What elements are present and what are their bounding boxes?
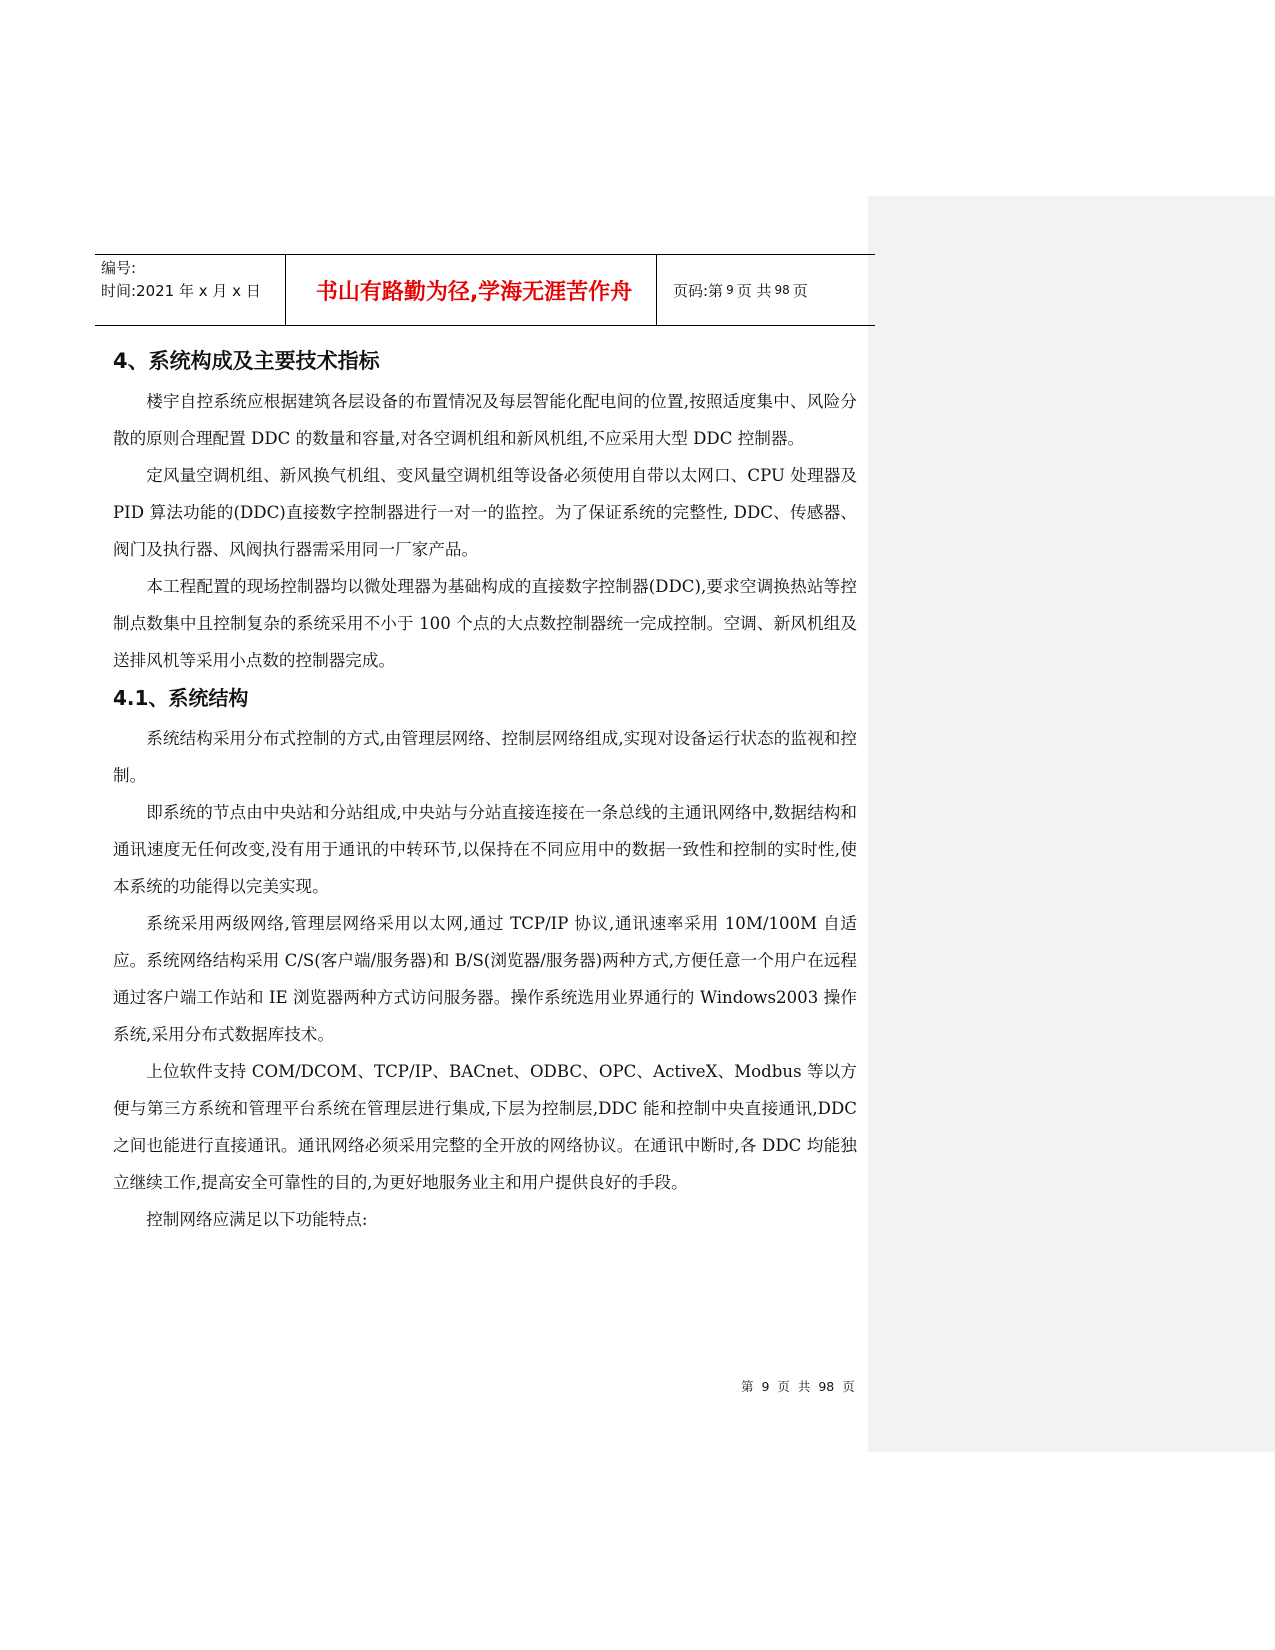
body-paragraph: 楼宇自控系统应根据建筑各层设备的布置情况及每层智能化配电间的位置,按照适度集中、风险分散的原则合理配置 DDC 的数量和容量,对各空调机组和新风机组,不应采用大型 DDC 控制器。	[113, 392, 857, 448]
body-paragraph: 本工程配置的现场控制器均以微处理器为基础构成的直接数字控制器(DDC),要求空调换热站等控制点数集中且控制复杂的系统采用不小于 100 个点的大点数控制器统一完成控制。空调、新风机组及送排风机等采用小点数的控制器完成。	[113, 577, 857, 670]
header-slogan: 书山有路勤为径,学海无涯苦作舟	[315, 279, 633, 305]
document-header	[95, 254, 875, 326]
page-current: 9	[726, 283, 734, 297]
page-total: 98	[774, 283, 790, 297]
body-paragraph: 系统结构采用分布式控制的方式,由管理层网络、控制层网络组成,实现对设备运行状态的监视和控制。	[113, 729, 857, 785]
subsection-title: 4.1、系统结构	[113, 686, 249, 710]
page-prefix: 页码:第	[673, 281, 724, 300]
header-meta	[101, 257, 283, 303]
page-mid: 页 共	[736, 281, 772, 300]
comment-pane	[868, 196, 1275, 1452]
body-paragraph: 上位软件支持 COM/DCOM、TCP/IP、BACnet、ODBC、OPC、ActiveX、Modbus 等以方便与第三方系统和管理平台系统在管理层进行集成,下层为控制层,DDC 能和控制中央直接通讯,DDC 之间也能进行直接通讯。通讯网络必须采用完整的全开放的网络协议。在通讯中断时,各 DDC 均能独立继续工作,提高安全可靠性的目的,为更好地服务业主和用户提供良好的手段。	[113, 1062, 857, 1192]
page-footer: 第 9 页 共 98 页	[741, 1379, 855, 1394]
document-number-label: 编号:	[101, 259, 137, 277]
body-paragraph: 即系统的节点由中央站和分站组成,中央站与分站直接连接在一条总线的主通讯网络中,数据结构和通讯速度无任何改变,没有用于通讯的中转环节,以保持在不同应用中的数据一致性和控制的实时性,使本系统的功能得以完美实现。	[113, 803, 857, 896]
document-time-label: 时间:2021 年 x 月 x 日	[101, 282, 261, 300]
page-suffix: 页	[792, 281, 808, 300]
header-divider-left	[285, 255, 286, 325]
body-paragraph: 控制网络应满足以下功能特点:	[146, 1210, 368, 1229]
body-paragraph: 系统采用两级网络,管理层网络采用以太网,通过 TCP/IP 协议,通讯速率采用 10M/100M 自适应。系统网络结构采用 C/S(客户端/服务器)和 B/S(浏览器/服务器)两种方式,方便任意一个用户在远程通过客户端工作站和 IE 浏览器两种方式访问服务器。操作系统选用业界通行的 Windows2003 操作系统,采用分布式数据库技术。	[113, 914, 857, 1044]
body-paragraph: 定风量空调机组、新风换气机组、变风量空调机组等设备必须使用自带以太网口、CPU 处理器及 PID 算法功能的(DDC)直接数字控制器进行一对一的监控。为了保证系统的完整性, DDC、传感器、阀门及执行器、风阀执行器需采用同一厂家产品。	[113, 466, 857, 559]
document-body	[113, 344, 857, 1238]
section-title: 4、系统构成及主要技术指标	[113, 349, 380, 373]
header-page-info	[673, 255, 808, 325]
header-divider-right	[656, 255, 657, 325]
